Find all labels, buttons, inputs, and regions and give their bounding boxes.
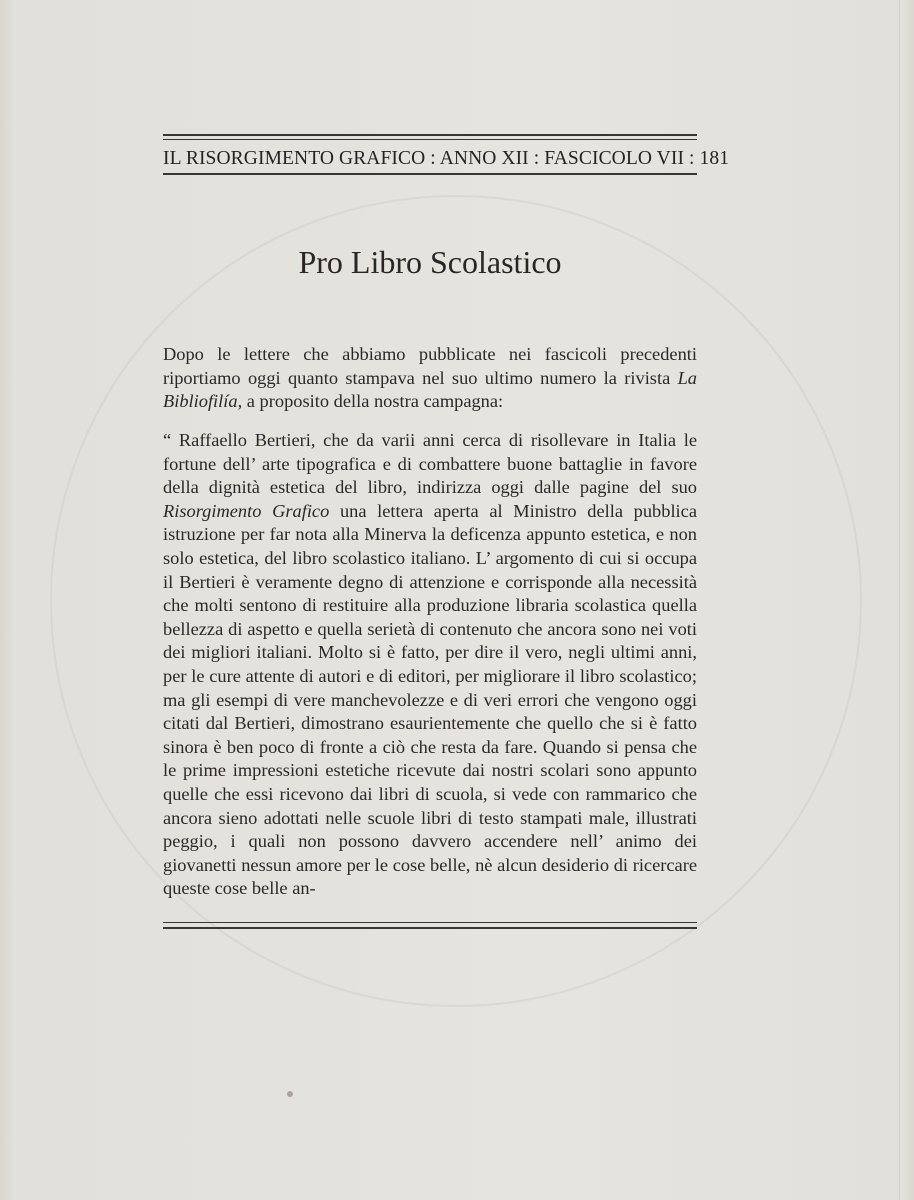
intro-text-1: Dopo le lettere che abbiamo pubblicate nei fascicoli precedenti riportiamo oggi quanto stampava nel suo ultimo numero la rivista — [163, 344, 697, 388]
header-rule — [163, 173, 697, 175]
ink-smudge — [287, 1091, 293, 1097]
intro-journal-name: La Bibliofilía — [163, 367, 697, 412]
page-edge — [899, 0, 914, 1200]
quote-text-2: una lettera aperta al Ministro della pubblica istruzione per far nota alla Minerva la deficenza appunto estetica, e non solo estetica, del libro scolastico italiano. L’ argomento di cui si occupa il Bertieri è veramente degno di attenzione e corrisponde alla necessità che molti sentono di restituire alla produzione libraria scolastica quella bellezza di aspetto e quella serietà di contenuto che ancora sono nei voti dei migliori italiani. Molto si è fatto, per dire il vero, negli ultimi anni, per le cure attente di autori e di editori, per migliorare il libro scolastico; ma gli esempi di vere manchevolezze e di veri errori che vengono oggi citati dal Bertieri, dimostrano esaurientemente che quello che si è fatto sinora è ben poco di fronte a ciò che resta da fare. Quando si pensa che le prime impressioni estetiche ricevute dai nostri scolari sono appunto quelle che essi ricevono dai libri di scuola, si vede con rammarico che ancora sieno adottati nelle scuole libri di testo stampati male, illustrati peggio, i quali non possono davvero accendere nell’ animo dei giovanetti nessun amore per le cose belle, nè alcun desiderio di ricercare queste cose belle an- — [163, 500, 697, 899]
footer-double-rule — [163, 922, 697, 929]
quote-text-1: “ Raffaello Bertieri, che da varii anni cerca di risollevare in Italia le fortune dell’ arte tipografica e di combattere buone battaglie in favore della dignità estetica del libro, indirizza oggi dalle pagine del suo — [163, 430, 697, 498]
article-title: Pro Libro Scolastico — [298, 244, 562, 280]
intro-text-2: , a proposito della nostra campagna: — [237, 391, 504, 412]
quote-paragraph — [163, 429, 697, 901]
header-double-rule — [163, 134, 697, 140]
intro-paragraph — [163, 343, 697, 414]
running-header: IL RISORGIMENTO GRAFICO : ANNO XII : FASCICOLO VII : 181 — [163, 148, 730, 169]
quote-journal-name: Risorgimento Grafico — [163, 500, 330, 521]
